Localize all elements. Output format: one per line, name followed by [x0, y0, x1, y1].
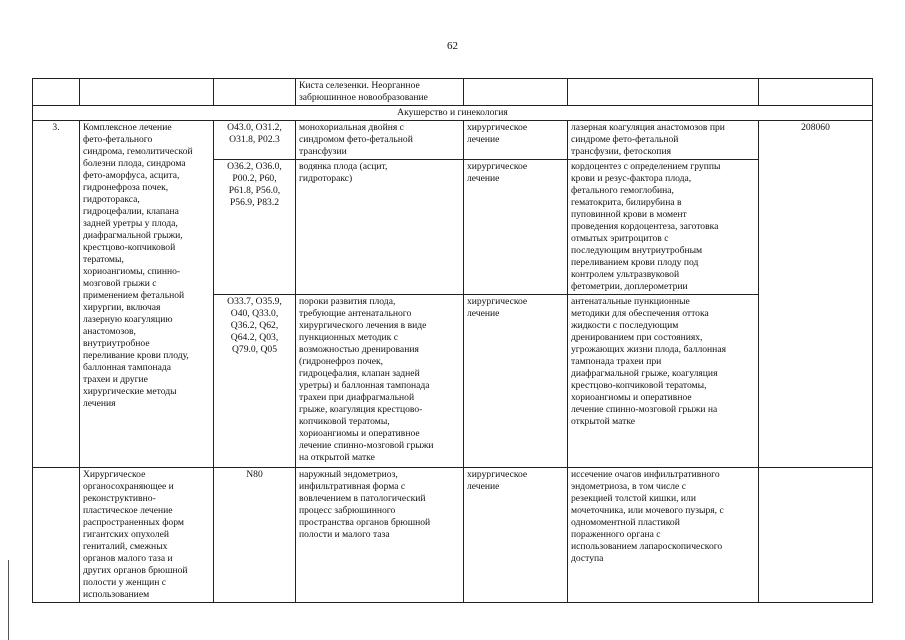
procedure-cell: кордоцентез с определением группы крови и резус-фактора плода, фетального гемоглобина, гематокрита, билирубина в пуповинной крови в момент проведения кордоцентеза, заготовка отмытых эритроцитов с последующим внутриутробным переливанием крови плоду под контролем ультразвуковой фетометрии, доплерометрии [571, 161, 721, 292]
icd-codes-cell: N80 [246, 469, 263, 480]
page-number: 62 [447, 40, 458, 52]
procedure-cell: лазерная коагуляция анастомозов при синдроме фето-фетальной трансфузии, фетоскопия [571, 122, 725, 157]
treatment-type-cell: хирургическое лечение [467, 469, 528, 492]
icd-codes-cell: O36.2, O36.0, P00.2, P60, P61.8, P56.0, P56.9, P83.2 [227, 161, 282, 208]
services-table [32, 78, 873, 603]
method-cell: Комплексное лечение фето-фетального синдрома, гемолитической болезни плода, синдрома фето-аморфуса, асцита, гидронефроза почек, гидроторакса, гидроцефалии, клапана задней уретры у плода, диафрагмальной грыжи, крестцово-копчиковой тератомы, хориоангиомы, спинно- мозговой грыжи с применением фетальной хирургии, включая лазерную коагуляцию анастомозов, внутриутробное переливание крови плоду, баллонная тампонада трахеи и другие хирургические методы лечения [83, 122, 193, 409]
icd-codes-cell: O43.0, O31.2, O31.8, P02.3 [227, 122, 282, 145]
method-cell: Хирургическое органосохраняющее и реконструктивно- пластическое лечение распространенных форм гигантских опухолей гениталий, смежных органов малого таза и других органов брюшной полости у женщин с использованием [83, 469, 188, 600]
table-row [33, 121, 873, 160]
treatment-type-cell: хирургическое лечение [467, 161, 528, 184]
row-number: 3. [33, 121, 80, 468]
disease-cell: монохориальная двойня с синдромом фето-фетальной трансфузии [299, 122, 413, 157]
icd-codes-cell: O33.7, O35.9, O40, Q33.0, Q36.2, Q62, Q64.2, Q03, Q79.0, Q05 [227, 296, 282, 355]
disease-cell: Киста селезенки. Неорганное забрюшинное новообразование [299, 80, 428, 103]
disease-cell: наружный эндометриоз, инфильтративная форма с вовлечением в патологический процесс забрюшинного пространства органов брюшной полости и малого таза [299, 469, 431, 540]
disease-cell: водянка плода (асцит, гидроторакс) [299, 161, 388, 184]
section-header: Акушерство и гинекология [33, 106, 873, 121]
disease-cell: пороки развития плода, требующие антенатального хирургического лечения в виде пункционных методик с возможностью дренирования (гидронефроз почек, гидроцефалия, клапан задней уретры) и баллонная тампонада трахеи при диафрагмальной грыже, коагуляция крестцово- копчиковой тератомы, хориоангиомы и оперативное лечение спинно-мозговой грыжи на открытой матке [299, 296, 434, 463]
procedure-cell: антенатальные пункционные методики для обеспечения оттока жидкости с последующим дренированием при состояниях, угрожающих жизни плода, баллонная тампонада трахеи при диафрагмальной грыже, коагуляция крестцово-копчиковой тератомы, хориоангиомы и оперативное лечение спинно-мозговой грыжи на открытой матке [571, 296, 726, 427]
section-header-row [33, 106, 873, 121]
treatment-type-cell: хирургическое лечение [467, 296, 528, 319]
scan-edge-line [8, 560, 9, 640]
table-row [33, 468, 873, 603]
treatment-type-cell: хирургическое лечение [467, 122, 528, 145]
price-cell: 208060 [759, 121, 873, 468]
table-row-continued [33, 79, 873, 106]
procedure-cell: иссечение очагов инфильтративного эндометриоза, в том числе с резекцией толстой кишки, или мочеточника, или мочевого пузыря, с одномоментной пластикой пораженного органа с использованием лапароскопического доступа [571, 469, 724, 564]
